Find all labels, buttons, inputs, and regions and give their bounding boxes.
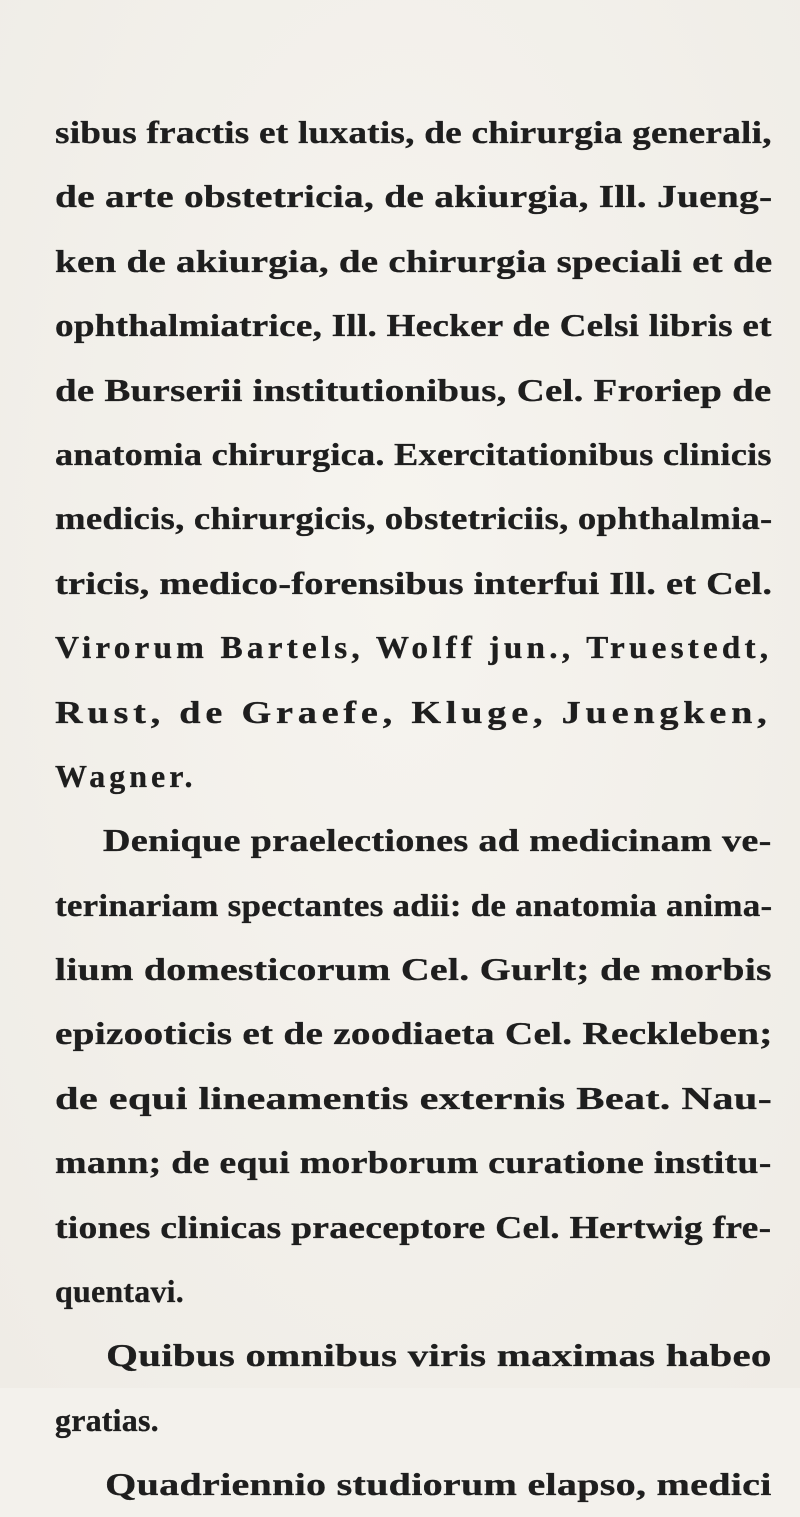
text-line: epizooticis et de zoodiaeta Cel. Reckleben; (55, 1015, 773, 1052)
text-line: sibus fractis et luxatis, de chirurgia generali, (55, 114, 772, 150)
text-line: de arte obstetricia, de akiurgia, Ill. Jueng- (55, 178, 773, 215)
latin-text-block (55, 100, 800, 1517)
text-line: tricis, medico-forensibus interfui Ill. et Cel. (55, 564, 773, 601)
text-line: tiones clinicas praeceptore Cel. Hertwig fre- (55, 1208, 772, 1245)
text-line: lium domesticorum Cel. Gurlt; de morbis (55, 951, 772, 988)
text-line: Denique praelectiones ad medicinam ve- (102, 822, 772, 859)
text-line: Wagner. (55, 757, 197, 794)
text-line: mann; de equi morborum curatione institu- (55, 1144, 772, 1181)
text-line: ophthalmiatrice, Ill. Hecker de Celsi libris et (55, 307, 772, 344)
text-line: Quadriennio studiorum elapso, medici (105, 1466, 772, 1503)
text-line: quentavi. (55, 1273, 184, 1310)
text-line: de equi lineamentis externis Beat. Nau- (55, 1079, 773, 1116)
text-line: de Burserii institutionibus, Cel. Froriep de (55, 371, 772, 408)
text-line: Rust, de Graefe, Kluge, Juengken, (55, 693, 772, 730)
text-line: terinariam spectantes adii: de anatomia anima- (55, 886, 773, 923)
text-line: gratias. (55, 1401, 159, 1438)
text-line: medicis, chirurgicis, obstetriciis, ophthalmia- (55, 500, 773, 537)
text-line: ken de akiurgia, de chirurgia speciali et de (55, 242, 773, 279)
text-line: Quibus omnibus viris maximas habeo (106, 1337, 772, 1374)
text-line: anatomia chirurgica. Exercitationibus clinicis (55, 435, 772, 472)
text-line: Virorum Bartels, Wolff jun., Truestedt, (55, 629, 773, 666)
